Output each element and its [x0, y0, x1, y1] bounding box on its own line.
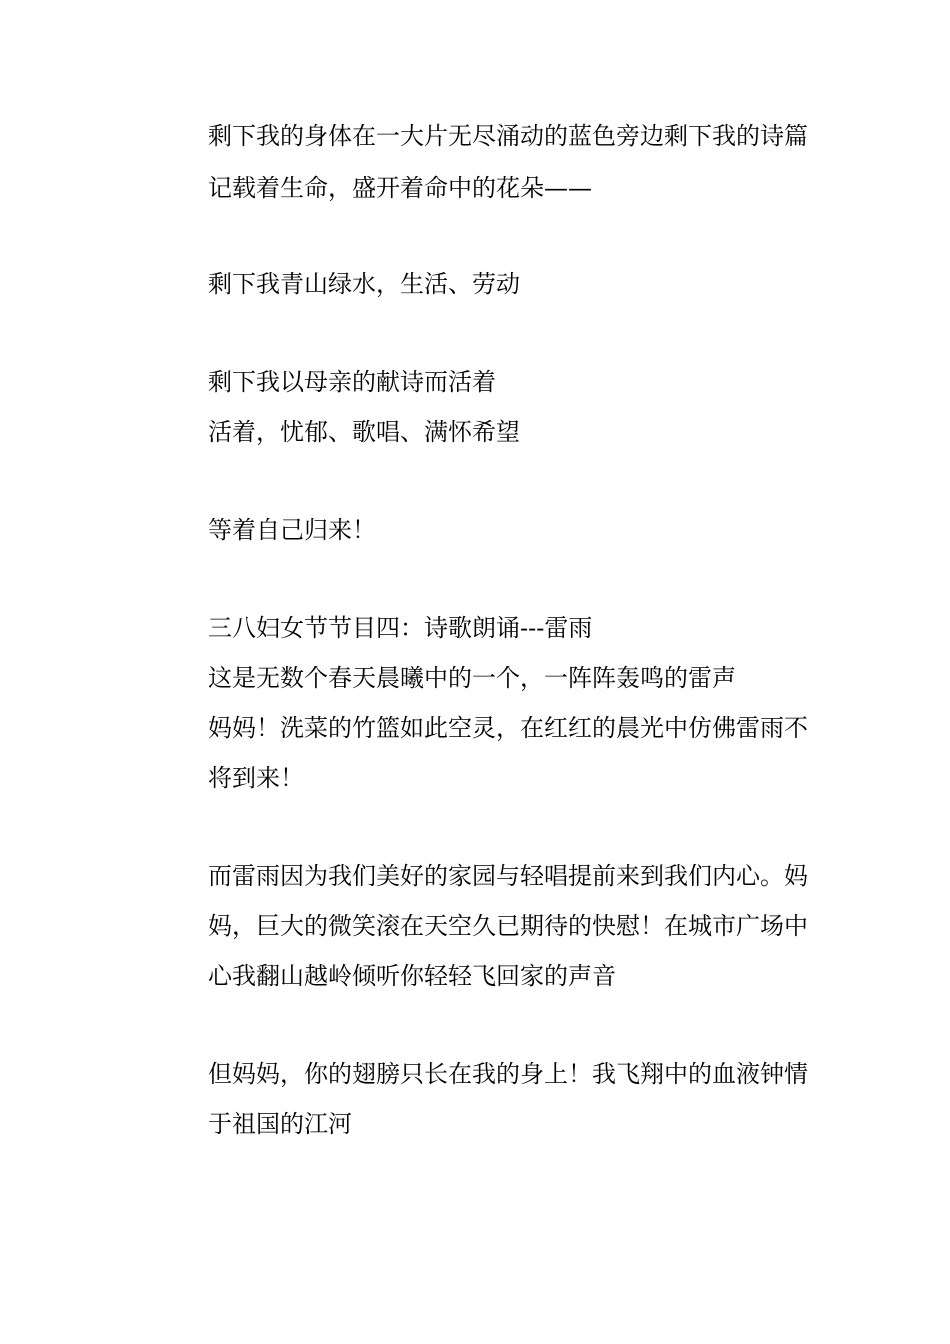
text-line: 而雷雨因为我们美好的家园与轻唱提前来到我们内心。妈 [208, 862, 808, 890]
text-line: 将到来！ [208, 764, 304, 792]
text-line: 记载着生命，盛开着命中的花朵—— [208, 174, 592, 202]
text-line: 妈，巨大的微笑滚在天空久已期待的快慰！在城市广场中 [208, 912, 808, 940]
text-line: 心我翻山越岭倾听你轻轻飞回家的声音 [208, 962, 616, 990]
section-heading: 三八妇女节节目四：诗歌朗诵---雷雨 [208, 614, 593, 642]
text-line: 妈妈！洗菜的竹篮如此空灵，在红红的晨光中仿佛雷雨不 [208, 714, 808, 742]
text-line: 活着，忧郁、歌唱、满怀希望 [208, 418, 520, 446]
text-line: 剩下我的身体在一大片无尽涌动的蓝色旁边剩下我的诗篇 [208, 122, 808, 150]
text-line: 但妈妈，你的翅膀只长在我的身上！我飞翔中的血液钟情 [208, 1060, 808, 1088]
text-line: 这是无数个春天晨曦中的一个，一阵阵轰鸣的雷声 [208, 664, 736, 692]
text-line: 剩下我青山绿水，生活、劳动 [208, 270, 520, 298]
text-line: 于祖国的江河 [208, 1110, 352, 1138]
text-line: 等着自己归来！ [208, 516, 376, 544]
text-line: 剩下我以母亲的献诗而活着 [208, 368, 496, 396]
